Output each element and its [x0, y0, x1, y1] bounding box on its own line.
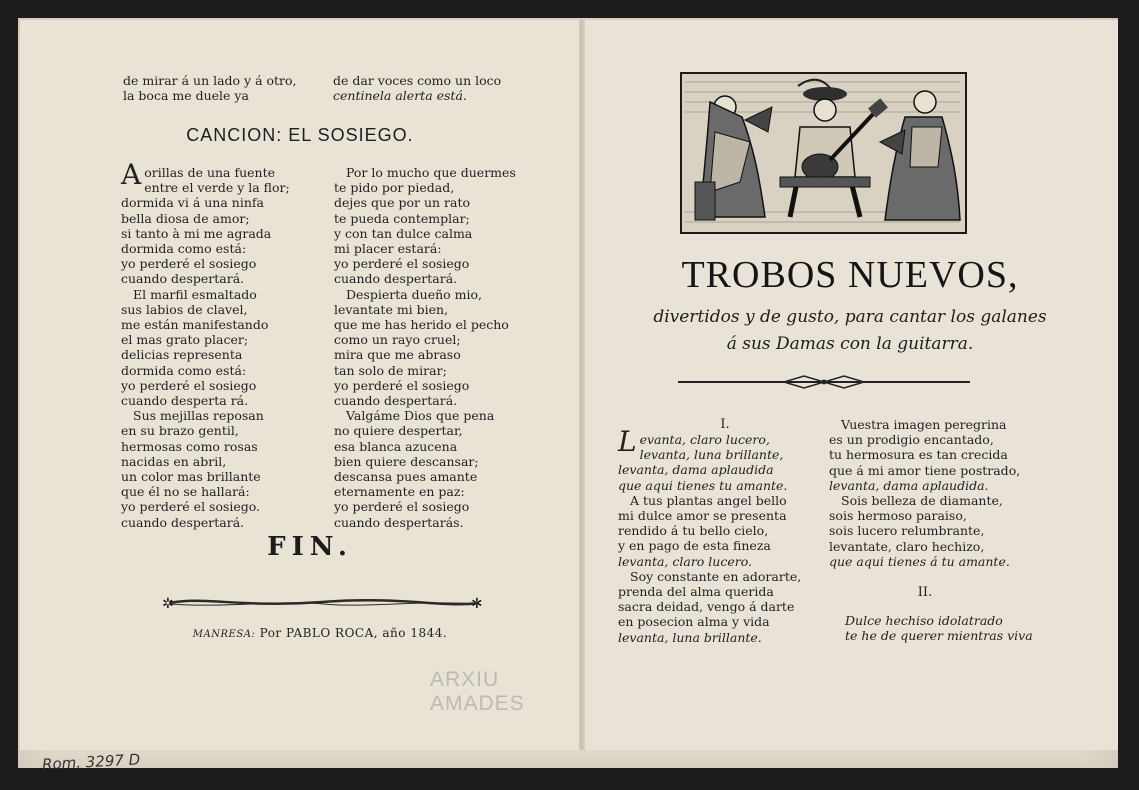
verse-line: mi dulce amor se presenta: [618, 508, 787, 524]
svg-text:✲: ✲: [162, 596, 174, 612]
verse-line: descansa pues amante: [334, 469, 478, 485]
verse-line: levantate mi bien,: [334, 301, 449, 317]
verse-line: que él no se hallará:: [121, 484, 250, 500]
verse-line: levanta, dama aplaudida.: [829, 477, 989, 493]
verse-line: sois lucero relumbrante,: [829, 523, 985, 539]
verse-line: yo perderé el sosiego: [334, 256, 470, 272]
archive-stamp: ARXIU AMADES: [430, 668, 525, 715]
verse-line: cuando despertará.: [121, 271, 245, 287]
verse-line: te pueda contemplar;: [334, 210, 470, 226]
verse-line: el mas grato placer;: [121, 332, 249, 348]
verse-line: dormida como está:: [121, 241, 247, 257]
verse-line: delicias representa: [121, 347, 243, 363]
verse-line: yo perderé el sosiego: [334, 377, 470, 393]
verse-line: dormida como está:: [121, 362, 247, 378]
page-fold: [579, 20, 585, 750]
verse-line: mira que me abraso: [334, 347, 461, 363]
right-song-col2: [829, 417, 1020, 569]
verse-line: levanta, luna brillante.: [618, 629, 762, 645]
drop-cap: L: [618, 425, 637, 458]
verse-line: entre el verde y la flor;: [144, 180, 290, 196]
verse-line: me están manifestando: [121, 317, 269, 333]
verse-line: cuando despertará.: [121, 514, 245, 530]
verse-line: dormida vi á una ninfa: [121, 195, 264, 211]
verse-line: Valgáme Dios que pena: [346, 408, 495, 424]
verse-line: Vuestra imagen peregrina: [841, 417, 1007, 432]
verse-line: A tus plantas angel bello: [630, 492, 787, 508]
verse-line: sus labios de clavel,: [121, 301, 248, 317]
verse-line: cuando despertará.: [334, 393, 458, 409]
fin-label: FIN.: [267, 532, 353, 562]
verse-line: como un rayo cruel;: [334, 332, 461, 348]
verse-line: yo perderé el sosiego.: [121, 499, 261, 515]
verse-line: rendido á tu bello cielo,: [618, 523, 769, 539]
verse-line: no quiere despertar,: [334, 423, 463, 439]
verse-line: bien quiere descansar;: [334, 453, 479, 469]
verse-line: prenda del alma querida: [618, 584, 774, 600]
left-song-col2: [334, 165, 516, 530]
section-numeral-1: I.: [720, 417, 730, 432]
verse-line: levanta, luna brillante,: [639, 447, 784, 463]
verse-line: yo perderé el sosiego: [121, 377, 257, 393]
verse-line: Soy constante en adorarte,: [630, 568, 802, 584]
verse-line: un color mas brillante: [121, 469, 261, 485]
drop-cap: A: [121, 158, 142, 191]
right-song-col2-cont: [845, 613, 1033, 643]
verse-line: y con tan dulce calma: [334, 225, 473, 241]
verse-line: esa blanca azucena: [334, 438, 458, 454]
ornament-rule-left: [162, 594, 487, 612]
verse-line: si tanto à mi me agrada: [121, 225, 272, 241]
verse-line: que á mi amor tiene postrado,: [829, 462, 1021, 478]
left-top-col2: de dar voces como un loco centinela alerta está.: [333, 73, 502, 104]
verse-line: A orillas de una fuente: [121, 158, 276, 191]
verse-line: te pido por piedad,: [334, 180, 455, 196]
verse-line: levanta, claro lucero.: [618, 553, 753, 569]
shelfmark: Rom. 3297 D: [41, 750, 141, 774]
right-song-col1: [618, 425, 802, 645]
section-numeral-2: II.: [917, 585, 933, 600]
verse-line: que me has herido el pecho: [334, 317, 509, 333]
verse-line: yo perderé el sosiego: [334, 499, 470, 515]
verse-line: nacidas en abril,: [121, 453, 227, 469]
verse-line: Levanta, claro lucero,: [618, 425, 770, 458]
verse-line: tan solo de mirar;: [334, 362, 447, 378]
verse-line: tu hermosura es tan crecida: [829, 447, 1008, 463]
verse-line: eternamente en paz:: [334, 484, 465, 500]
verse-line: levantate, claro hechizo,: [829, 538, 985, 554]
verse-line: que aqui tienes á tu amante.: [829, 553, 1010, 569]
ornament-rule-right: [674, 374, 974, 390]
verse-line: en posecion alma y vida: [618, 614, 770, 630]
verse-line: y en pago de esta fineza: [618, 538, 771, 554]
woodcut-illustration: [680, 72, 967, 234]
verse-line: El marfil esmaltado: [133, 286, 257, 302]
verse-line: mi placer estará:: [334, 241, 442, 257]
song-title: CANCION: EL SOSIEGO.: [186, 125, 414, 145]
verse-line: en su brazo gentil,: [121, 423, 239, 439]
verse-line: es un prodigio encantado,: [829, 432, 994, 448]
verse-line: yo perderé el sosiego: [121, 256, 257, 272]
svg-text:✲: ✲: [471, 596, 483, 612]
verse-line: cuando despertarás.: [334, 514, 464, 530]
verse-line: Dulce hechiso idolatrado: [845, 613, 1003, 628]
verse-line: Por lo mucho que duermes: [346, 165, 516, 180]
imprint: MANRESA: Por PABLO ROCA, año 1844.: [192, 626, 448, 640]
left-top-col1: de mirar á un lado y á otro, la boca me duele ya: [123, 73, 297, 104]
verse-line: sois hermoso paraiso,: [829, 508, 967, 524]
main-title: TROBOS NUEVOS,: [681, 254, 1019, 296]
verse-line: que aqui tienes tu amante.: [618, 477, 788, 493]
verse-line: Sus mejillas reposan: [133, 408, 264, 424]
left-song-col1: [121, 158, 290, 530]
verse-line: levanta, dama aplaudida: [618, 462, 774, 478]
verse-line: bella diosa de amor;: [121, 210, 250, 226]
verse-line: Despierta dueño mio,: [346, 286, 483, 302]
verse-line: hermosas como rosas: [121, 438, 258, 454]
verse-line: cuando desperta rá.: [121, 393, 249, 409]
subtitle: divertidos y de gusto, para cantar los galanes á sus Damas con la guitarra.: [653, 307, 1047, 354]
verse-line: te he de querer mientras viva: [845, 628, 1033, 644]
verse-line: sacra deidad, vengo á darte: [618, 599, 795, 615]
verse-line: Sois belleza de diamante,: [841, 493, 1003, 509]
verse-line: cuando despertará.: [334, 271, 458, 287]
verse-line: dejes que por un rato: [334, 195, 471, 211]
